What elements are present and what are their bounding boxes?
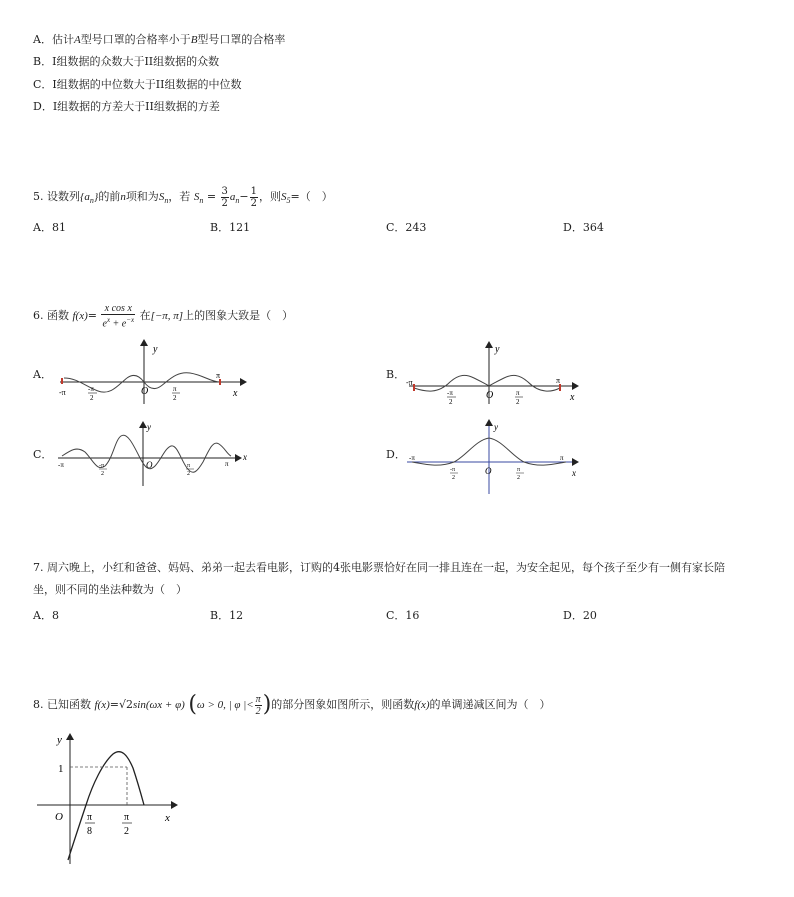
math: f(x) — [94, 699, 110, 711]
option-text: 型号口罩的合格率小于 — [80, 33, 191, 46]
q4-option-a — [33, 33, 285, 47]
axis-y-label: y — [57, 734, 62, 746]
q6-graph-b — [404, 338, 584, 408]
math: f(x) — [72, 310, 88, 323]
math-sup: −x — [126, 316, 135, 324]
axis-y-label: y — [147, 422, 151, 432]
option-label: C． — [386, 221, 406, 234]
tick-label: 2 — [101, 471, 104, 477]
math-sub: 5 — [286, 196, 291, 206]
option-value: 81 — [51, 221, 66, 234]
fraction — [101, 303, 135, 329]
tick-label: -π — [99, 463, 105, 469]
curve — [414, 375, 560, 391]
math: {a — [80, 191, 90, 203]
tick-label: -π — [88, 385, 94, 393]
q5-option-d — [563, 219, 604, 235]
q7-option-d — [563, 607, 597, 623]
x-arrow-icon — [240, 378, 247, 386]
tick-label: 2 — [173, 394, 177, 402]
stem-text: =（ ） — [290, 190, 333, 203]
tick-label: 1 — [58, 763, 64, 775]
option-value: 364 — [582, 221, 604, 234]
tick-label: 2 — [517, 475, 520, 481]
x-arrow-icon — [572, 382, 579, 390]
q4-option-d — [33, 100, 220, 114]
option-text: 型号口罩的合格率 — [197, 33, 286, 46]
origin-label: O — [485, 466, 492, 476]
fraction-den: 2 — [221, 197, 228, 209]
origin-label: O — [146, 460, 153, 470]
math: e — [102, 318, 107, 330]
math-op: − — [239, 190, 249, 203]
q6-stem — [33, 303, 293, 333]
stem-text: 的单调递减区间为（ ） — [429, 698, 551, 711]
y-arrow-icon — [139, 421, 147, 428]
fraction-den: 2 — [250, 197, 257, 209]
fraction-num: π — [255, 693, 261, 705]
tick-label: 2 — [449, 398, 453, 406]
math-var: n — [120, 191, 126, 203]
stem-text: ，若 — [168, 190, 191, 203]
y-arrow-icon — [485, 419, 493, 426]
tick-label: π — [187, 463, 191, 469]
fraction-den: 2 — [255, 705, 261, 717]
fraction-den — [101, 315, 135, 329]
math-sup: x — [106, 316, 111, 324]
option-label: C． — [386, 609, 406, 622]
q5-option-a — [33, 219, 66, 235]
q6-option-b-label: B． — [386, 368, 406, 381]
axis-x-label: x — [572, 468, 576, 478]
tick-label: 2 — [90, 394, 94, 402]
axis-y-label: y — [494, 422, 498, 432]
option-label: A． — [33, 33, 52, 46]
tick-label: 8 — [87, 826, 92, 837]
tick-label: -π — [447, 389, 453, 397]
option-text: 估计 — [51, 33, 74, 46]
option-value: 12 — [229, 609, 244, 622]
tick-label: -π — [58, 461, 64, 469]
option-text: I组数据的众数大于II组数据的众数 — [52, 55, 220, 68]
tick-label: π — [517, 467, 521, 473]
option-value: 8 — [51, 609, 59, 622]
fraction — [255, 694, 262, 717]
tick-label: π — [225, 460, 229, 468]
option-value: 121 — [229, 221, 251, 234]
origin-label: O — [55, 811, 63, 823]
q6-option-d-label: D． — [386, 448, 406, 461]
tick-label: 2 — [187, 471, 190, 477]
fraction — [221, 186, 229, 209]
fraction — [250, 186, 258, 209]
option-label: D． — [33, 100, 53, 113]
stem-text: 已知函数 — [47, 698, 91, 711]
tick-label: π — [560, 454, 564, 462]
math: sin(ωx + φ) — [133, 699, 185, 711]
fraction-num: 3 — [221, 185, 228, 197]
tick-label: 2 — [516, 398, 520, 406]
tick-label: π — [173, 385, 177, 393]
q8-stem — [33, 690, 551, 724]
math-var: a — [229, 191, 236, 203]
paren-close: ) — [262, 692, 272, 717]
q6-option-c-label: C． — [33, 448, 53, 461]
q6-graph-c — [55, 420, 255, 490]
stem-text: 的前 — [98, 190, 121, 203]
question-number: 6. — [33, 309, 44, 323]
math: f(x) — [414, 699, 430, 711]
option-text: I组数据的中位数大于II组数据的中位数 — [52, 78, 242, 91]
option-label: D． — [563, 221, 583, 234]
x-arrow-icon — [235, 454, 242, 462]
tick-label: 2 — [124, 826, 129, 837]
option-label: B． — [210, 221, 230, 234]
axis-x-label: x — [570, 392, 575, 403]
tick-label: -π — [450, 467, 456, 473]
math: [−π, π] — [150, 310, 184, 323]
option-label: A． — [33, 221, 52, 234]
stem-text: ，则 — [259, 190, 281, 203]
question-number: 5. — [33, 190, 44, 203]
x-arrow-icon — [572, 458, 579, 466]
math-sub: n — [235, 196, 240, 206]
option-label: B． — [210, 609, 230, 622]
q6-graph-d — [404, 418, 584, 496]
axis-y-label: y — [153, 344, 158, 355]
math-var: S — [281, 191, 287, 203]
q4-option-c — [33, 78, 241, 92]
q8-graph — [33, 728, 183, 868]
stem-text: 的部分图象如图所示，则函数 — [271, 698, 415, 711]
option-text: I组数据的方差大于II组数据的方差 — [52, 100, 220, 113]
fraction-num: 1 — [250, 185, 257, 197]
math-var: A — [73, 34, 81, 46]
axis-y-label: y — [495, 344, 500, 355]
option-value: 243 — [405, 221, 427, 234]
math-op: = — [206, 190, 217, 203]
stem-text: 设数列 — [47, 190, 80, 203]
stem-text: 项和为 — [125, 190, 159, 203]
stem-text: 上的图象大致是（ ） — [183, 309, 294, 323]
math-op: = — [87, 309, 97, 323]
curve — [68, 752, 144, 860]
tick-label: π — [87, 812, 93, 823]
tick-label: π — [216, 371, 221, 380]
option-label: A． — [33, 609, 52, 622]
origin-label: O — [486, 390, 494, 401]
x-arrow-icon — [171, 801, 178, 809]
paren-open: ( — [188, 692, 197, 717]
math: } — [93, 191, 99, 203]
math-op: = — [109, 698, 119, 711]
q7-option-a — [33, 607, 59, 623]
y-arrow-icon — [485, 341, 493, 348]
tick-label: π — [124, 812, 130, 823]
option-value: 20 — [582, 609, 597, 622]
y-arrow-icon — [66, 733, 74, 740]
origin-label: O — [141, 386, 149, 397]
tick-label: π — [556, 376, 561, 385]
math-sub: n — [199, 196, 204, 206]
axis-x-label: x — [243, 452, 247, 462]
tick-label: -π — [409, 454, 415, 462]
q5-option-c — [386, 219, 426, 235]
q5-stem — [33, 184, 333, 214]
tick-label: -π — [59, 388, 66, 397]
tick-label: π — [516, 389, 520, 397]
tick-label: -π — [406, 378, 413, 387]
math: + e — [110, 318, 127, 330]
option-label: D． — [563, 609, 583, 622]
q7-option-c — [386, 607, 419, 623]
stem-text: 函数 — [47, 309, 69, 323]
q7-option-b — [210, 607, 243, 623]
tick-label: 2 — [452, 475, 455, 481]
math-sub: n — [164, 196, 169, 206]
math: √2 — [118, 698, 133, 711]
math-var: S — [193, 191, 200, 203]
q6-graph-a — [55, 338, 250, 408]
math: ω > 0, | φ |< — [196, 699, 254, 711]
math-var: B — [190, 34, 198, 46]
q5-option-b — [210, 219, 250, 235]
axis-x-label: x — [233, 388, 238, 399]
option-value: 16 — [405, 609, 420, 622]
q7-stem-line-1: 7. 周六晚上，小红和爸爸、妈妈、弟弟一起去看电影，订购的4张电影票恰好在同一排且连在一起，为安全起见，每个孩子至少有一侧有家长陪 — [33, 561, 725, 574]
q4-option-b — [33, 55, 219, 69]
option-label: C． — [33, 78, 53, 91]
fraction-num: x cos x — [101, 303, 135, 315]
q7-stem-line-2: 坐，则不同的坐法种数为（ ） — [33, 583, 187, 596]
axis-x-label: x — [165, 812, 170, 824]
q6-option-a-label: A． — [33, 368, 52, 381]
option-label: B． — [33, 55, 53, 68]
y-arrow-icon — [140, 339, 148, 346]
math-var: S — [158, 191, 165, 203]
question-number: 8. — [33, 698, 44, 711]
stem-text: 在 — [139, 309, 151, 323]
math-sub: n — [89, 196, 94, 206]
